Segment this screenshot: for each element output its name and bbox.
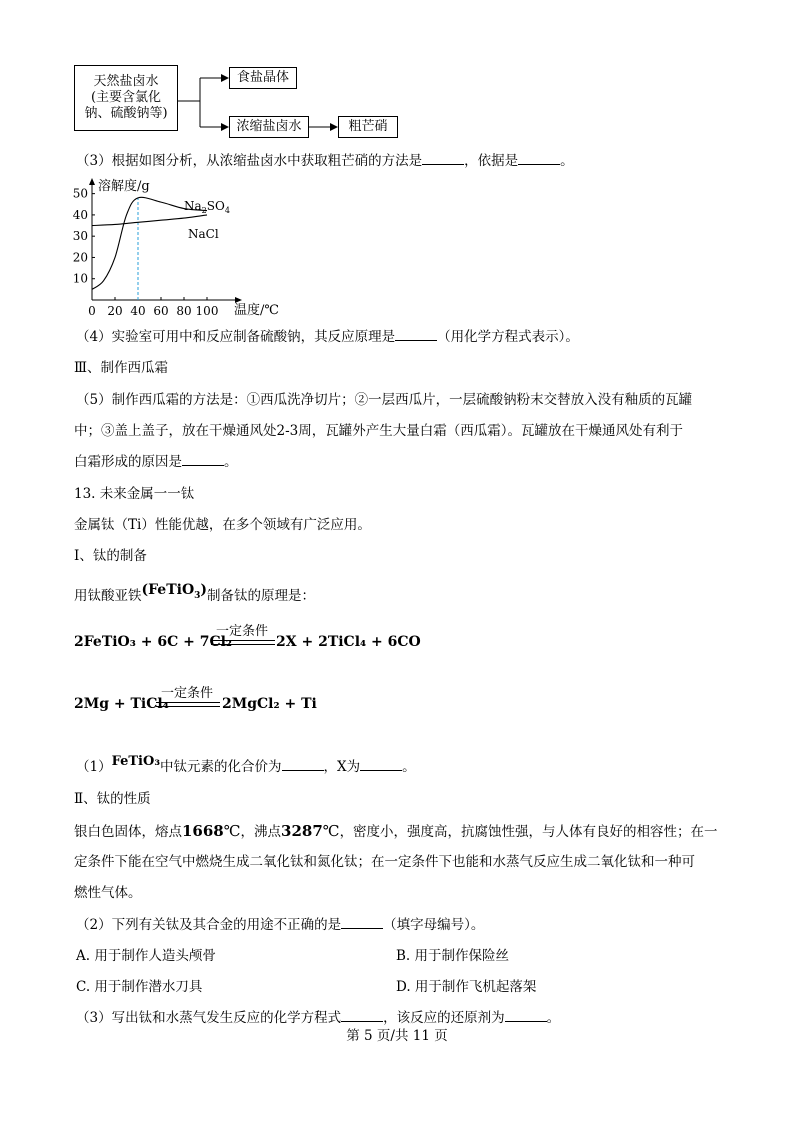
question-5-line-1: （5）制作西瓜霜的方法是：①西瓜洗净切片；②一层西瓜片，一层硫酸钠粉末交替放入没有釉质的瓦罐 (76, 392, 693, 408)
y-tick-label: 40 (72, 207, 88, 222)
equation-1-equals (211, 640, 275, 645)
section-1-heading: Ⅰ、钛的制备 (74, 548, 147, 564)
y-tick-label: 20 (72, 250, 88, 265)
answer-blank (422, 152, 464, 165)
answer-blank (282, 758, 324, 771)
flow-box-brine: 浓缩盐卤水 (229, 116, 309, 138)
chart-xlabel: 温度/℃ (234, 303, 279, 318)
equation-1-left: 2FeTiO₃ + 6C + 7Cl₂ (74, 634, 233, 650)
section-2-heading: Ⅱ、钛的性质 (74, 791, 151, 807)
chart-ylabel: 溶解度/g (98, 179, 150, 194)
page-footer: 第 5 页/共 11 页 (346, 1028, 448, 1044)
series-label-na2so4 (184, 199, 230, 215)
series-label-na2so4-sub: 2 (201, 206, 207, 215)
option-c: C. 用于制作潜水刀具 (76, 979, 203, 995)
flow-box-source: 天然盐卤水 (主要含氯化 钠、硫酸钠等) (74, 65, 178, 131)
option-d: D. 用于制作飞机起落架 (396, 979, 537, 995)
section-3-heading: Ⅲ、制作西瓜霜 (74, 360, 169, 376)
equation-1-condition: 一定条件 (215, 624, 268, 639)
answer-blank (505, 1009, 547, 1022)
properties-line-1: 银白色固体，熔点1668℃，沸点3287℃，密度小，强度高，抗腐蚀性强，与人体有良好的相容性；在一 (74, 822, 718, 840)
preparation-text: 用钛酸亚铁(FeTiO$_3$)制备钛的原理是： (74, 582, 316, 604)
x-tick-label: 100 (195, 304, 219, 318)
equation-1-right: 2X + 2TiCl₄ + 6CO (276, 634, 421, 650)
formula-fetio3-q1: FeTiO₃ (111, 754, 161, 769)
equation-2-left: 2Mg + TiCl₄ (74, 696, 169, 712)
series-label-na2so4-sub4: 4 (224, 206, 230, 215)
flow-box-salt: 食盐晶体 (229, 67, 297, 89)
x-tick-label: 0 (88, 304, 96, 318)
answer-blank (341, 916, 383, 929)
equation-2-right: 2MgCl₂ + Ti (222, 696, 317, 712)
option-b: B. 用于制作保险丝 (396, 948, 510, 964)
series-label-na2so4-so: SO (206, 199, 225, 213)
equation-2-equals (156, 702, 220, 707)
question-4-text: （4）实验室可用中和反应制备硫酸钠，其反应原理是 （用化学方程式表示）。 (76, 329, 579, 345)
boiling-point: 3287 (281, 822, 323, 840)
answer-blank (360, 758, 402, 771)
question-13-intro: 金属钛（Ti）性能优越，在多个领域有广泛应用。 (74, 517, 371, 533)
flow-box-product: 粗芒硝 (338, 116, 398, 138)
question-5-line-2: 中；③盖上盖子，放在干燥通风处2-3周，瓦罐外产生大量白霜（西瓜霜）。瓦罐放在干燥通风处有利于 (74, 423, 683, 439)
series-line-nacl (92, 215, 207, 226)
melting-point: 1668 (182, 822, 224, 840)
question-1-text: （1）FeTiO₃中钛元素的化合价为 ，X为 。 (76, 754, 416, 775)
series-label-na2so4-main: Na (184, 199, 202, 213)
answer-blank (518, 152, 560, 165)
series-label-nacl: NaCl (188, 227, 219, 241)
equation-2-condition: 一定条件 (160, 686, 213, 701)
properties-line-2: 定条件下能在空气中燃烧生成二氧化钛和氮化钛；在一定条件下也能和水蒸气反应生成二氧化钛和一种可 (74, 854, 695, 870)
properties-line-3: 燃性气体。 (74, 885, 142, 901)
question-2-text: （2）下列有关钛及其合金的用途不正确的是 （填字母编号）。 (76, 917, 485, 933)
x-tick-label: 20 (107, 304, 123, 318)
melting-point-unit: ℃ (223, 822, 241, 840)
question-3-text: （3）根据如图分析，从浓缩盐卤水中获取粗芒硝的方法是 ，依据是 。 (76, 153, 574, 169)
x-tick-label: 40 (130, 304, 146, 318)
option-a: A. 用于制作人造头颅骨 (76, 948, 216, 964)
solubility-chart (70, 174, 280, 324)
boiling-point-unit: ℃ (322, 822, 340, 840)
y-tick-label: 50 (72, 186, 88, 201)
answer-blank (182, 453, 224, 466)
flow-arrows (0, 0, 420, 150)
question-5-line-3: 白霜形成的原因是 。 (74, 454, 238, 470)
answer-blank (341, 1009, 383, 1022)
y-tick-label: 30 (72, 229, 88, 244)
question-3b-text: （3）写出钛和水蒸气发生反应的化学方程式 ，该反应的还原剂为 。 (76, 1010, 561, 1026)
x-tick-label: 60 (153, 304, 169, 318)
formula-fetio3: (FeTiO$_3$) (141, 582, 208, 601)
question-13-title: 13. 未来金属一一钛 (74, 486, 195, 502)
answer-blank (395, 328, 437, 341)
x-tick-label: 80 (176, 304, 192, 318)
y-axis-arrow (89, 178, 95, 185)
y-tick-label: 10 (72, 271, 88, 286)
